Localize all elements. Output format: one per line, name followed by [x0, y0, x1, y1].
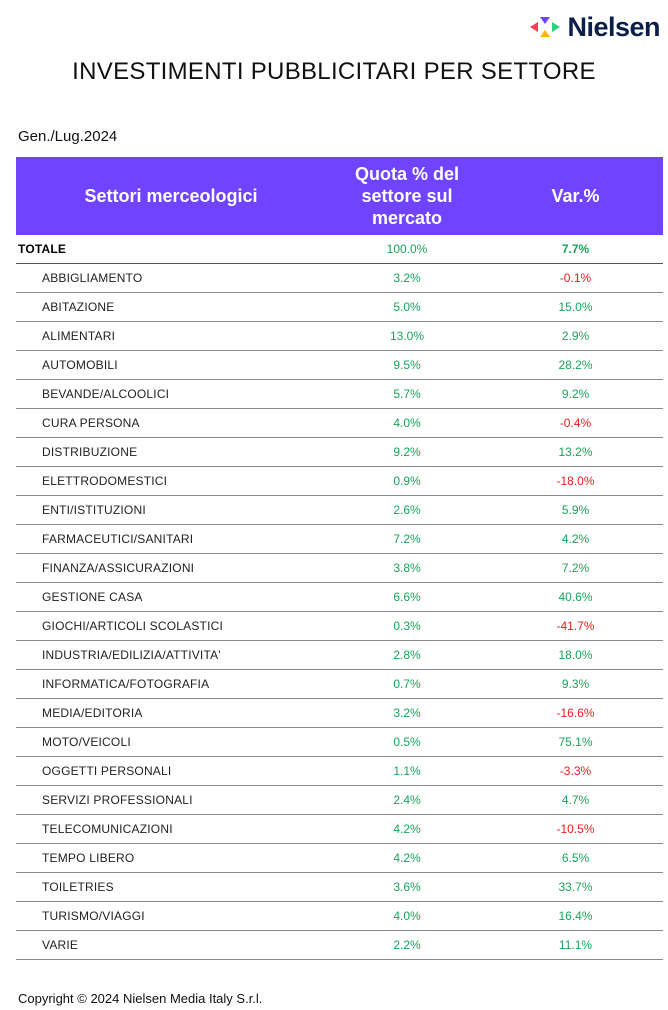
- table-row-total: [16, 235, 663, 264]
- sector-name: OGGETTI PERSONALI: [42, 764, 172, 778]
- var-value: -10.5%: [556, 822, 595, 836]
- var-value: 15.0%: [558, 300, 593, 314]
- header-share: [326, 163, 488, 229]
- var-value: -16.6%: [556, 706, 595, 720]
- header-var: Var.%: [551, 185, 600, 206]
- share-value: 0.9%: [393, 474, 421, 488]
- share-value: 3.8%: [393, 561, 421, 575]
- sector-name: ENTI/ISTITUZIONI: [42, 503, 146, 517]
- sector-name: FINANZA/ASSICURAZIONI: [42, 561, 195, 575]
- table-row: [16, 757, 663, 786]
- var-value: -41.7%: [556, 619, 595, 633]
- sector-name: FARMACEUTICI/SANITARI: [42, 532, 194, 546]
- share-value: 100.0%: [386, 242, 428, 256]
- table-row: [16, 496, 663, 525]
- table-row: [16, 583, 663, 612]
- var-value: 11.1%: [558, 938, 593, 952]
- table-row: [16, 525, 663, 554]
- sector-name: MOTO/VEICOLI: [42, 735, 131, 749]
- var-value: 75.1%: [558, 735, 593, 749]
- sector-name: ABITAZIONE: [42, 300, 115, 314]
- var-value: 2.9%: [561, 329, 590, 343]
- sector-name: ELETTRODOMESTICI: [42, 474, 168, 488]
- sector-name: ALIMENTARI: [42, 329, 116, 343]
- sector-name: BEVANDE/ALCOOLICI: [42, 387, 170, 401]
- table-row: [16, 293, 663, 322]
- share-value: 2.8%: [393, 648, 421, 662]
- header-share-line: Quota % del: [354, 164, 459, 184]
- var-value: 16.4%: [558, 909, 593, 923]
- share-value: 2.6%: [393, 503, 421, 517]
- share-value: 6.6%: [393, 590, 421, 604]
- share-value: 5.0%: [393, 300, 421, 314]
- var-value: 13.2%: [558, 445, 593, 459]
- share-value: 2.2%: [393, 938, 421, 952]
- table-row: [16, 931, 663, 960]
- var-value: 5.9%: [561, 503, 590, 517]
- var-value: -18.0%: [556, 474, 595, 488]
- share-value: 4.2%: [393, 822, 421, 836]
- table-row: [16, 902, 663, 931]
- sector-name: MEDIA/EDITORIA: [42, 706, 143, 720]
- var-value: 9.3%: [561, 677, 590, 691]
- sector-name: GIOCHI/ARTICOLI SCOLASTICI: [42, 619, 224, 633]
- sector-name: SERVIZI PROFESSIONALI: [42, 793, 193, 807]
- share-value: 4.2%: [393, 851, 421, 865]
- var-value: 6.5%: [561, 851, 590, 865]
- sector-name: TOILETRIES: [42, 880, 114, 894]
- share-value: 3.2%: [393, 706, 421, 720]
- sector-name: AUTOMOBILI: [42, 358, 118, 372]
- share-value: 0.5%: [393, 735, 421, 749]
- var-value: -0.4%: [559, 416, 592, 430]
- nielsen-arrows-icon: [528, 15, 562, 39]
- table-row: [16, 873, 663, 902]
- sector-name: CURA PERSONA: [42, 416, 140, 430]
- table-row: [16, 641, 663, 670]
- table-header: [16, 157, 663, 235]
- var-value: 40.6%: [558, 590, 593, 604]
- header-share-line: settore sul: [361, 186, 453, 206]
- table-row: [16, 554, 663, 583]
- share-value: 0.7%: [393, 677, 421, 691]
- var-value: 4.7%: [561, 793, 590, 807]
- table-row: [16, 844, 663, 873]
- table-row: [16, 351, 663, 380]
- table-row: [16, 322, 663, 351]
- sector-name: DISTRIBUZIONE: [42, 445, 138, 459]
- table-row: [16, 438, 663, 467]
- table-row: [16, 612, 663, 641]
- share-value: 4.0%: [393, 909, 421, 923]
- share-value: 13.0%: [389, 329, 425, 343]
- var-value: 33.7%: [558, 880, 593, 894]
- var-value: 18.0%: [558, 648, 593, 662]
- brand-name: Nielsen: [567, 11, 660, 42]
- sector-name: TELECOMUNICAZIONI: [42, 822, 173, 836]
- var-value: 28.2%: [558, 358, 593, 372]
- header-share-line: mercato: [371, 208, 443, 228]
- share-value: 9.2%: [393, 445, 421, 459]
- table-row: [16, 699, 663, 728]
- sector-name: VARIE: [42, 938, 79, 952]
- sector-name: ABBIGLIAMENTO: [42, 271, 143, 285]
- table-row: [16, 467, 663, 496]
- table-row: [16, 728, 663, 757]
- sector-name: INFORMATICA/FOTOGRAFIA: [42, 677, 210, 691]
- table-row: [16, 815, 663, 844]
- header-sector: Settori merceologici: [84, 185, 258, 206]
- var-value: -3.3%: [559, 764, 592, 778]
- share-value: 5.7%: [393, 387, 421, 401]
- share-value: 3.2%: [393, 271, 421, 285]
- table-row: [16, 264, 663, 293]
- page-title: INVESTIMENTI PUBBLICITARI PER SETTORE: [72, 58, 596, 85]
- sector-name: GESTIONE CASA: [42, 590, 143, 604]
- var-value: -0.1%: [559, 271, 592, 285]
- var-value: 7.2%: [561, 561, 590, 575]
- share-value: 4.0%: [393, 416, 421, 430]
- share-value: 7.2%: [393, 532, 421, 546]
- table-row: [16, 380, 663, 409]
- table-row: [16, 670, 663, 699]
- share-value: 9.5%: [393, 358, 421, 372]
- share-value: 1.1%: [393, 764, 421, 778]
- var-value: 9.2%: [561, 387, 590, 401]
- share-value: 3.6%: [393, 880, 421, 894]
- share-value: 2.4%: [393, 793, 421, 807]
- var-value: 4.2%: [561, 532, 590, 546]
- table-row: [16, 409, 663, 438]
- share-value: 0.3%: [393, 619, 421, 633]
- copyright-footer: Copyright © 2024 Nielsen Media Italy S.r.l.: [18, 991, 263, 1006]
- sector-name: TOTALE: [18, 242, 67, 256]
- period-label: Gen./Lug.2024: [18, 128, 118, 145]
- sector-table: [16, 157, 663, 960]
- table-row: [16, 786, 663, 815]
- var-value: 7.7%: [561, 242, 590, 256]
- table-body: [16, 264, 663, 960]
- sector-name: TURISMO/VIAGGI: [42, 909, 145, 923]
- sector-name: INDUSTRIA/EDILIZIA/ATTIVITA': [42, 648, 221, 662]
- sector-name: TEMPO LIBERO: [42, 851, 135, 865]
- nielsen-logo: [528, 12, 660, 42]
